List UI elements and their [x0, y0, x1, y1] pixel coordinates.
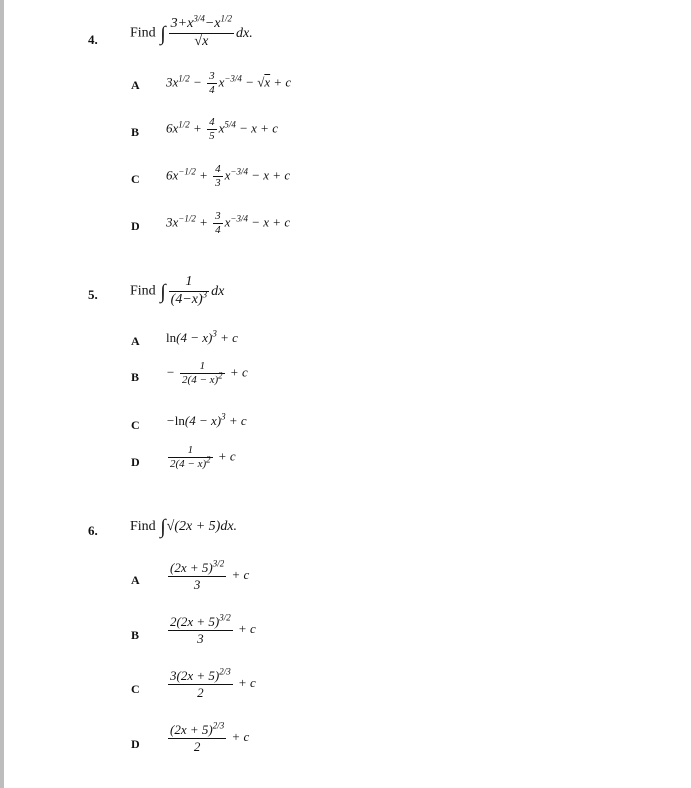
q6-option-d-letter: D [131, 737, 140, 751]
q4-option-a: $3x^{1/2}$ − $\frac{3}{4}$ $x^{-3/4} - √x + c$ [166, 70, 292, 97]
q5-option-a: $\ln(4 - x)^3 + c$ [166, 328, 238, 345]
question-6-expression: ∫√(2x + 5)dx. [160, 516, 238, 538]
q5-option-d-letter: D [131, 455, 140, 469]
q6-option-d: $\frac{(2x + 5)^{2/3}}{2}$ + c [170, 720, 250, 754]
question-5-number: 5. [88, 287, 98, 302]
question-5-prompt: Find ∫ $\frac{1}{(4-x)^3}$ dx [130, 274, 225, 307]
q6-option-a-letter: A [131, 573, 140, 587]
question-4-number: 4. [88, 32, 98, 47]
question-6-number: 6. [88, 523, 98, 538]
q4-option-d-letter: D [131, 219, 140, 233]
q6-option-c-letter: C [131, 682, 140, 696]
left-page-edge [0, 0, 4, 788]
q4-option-d: $3x^{-1/2}$ + $\frac{3}{4}$ $x^{-3/4} - x + c$ [166, 210, 291, 237]
q5-option-d: $\frac{1}{2(4 - x)^2}$ + c [170, 444, 236, 471]
q6-option-b: $\frac{2(2x + 5)^{3/2}}{3}$ + c [170, 612, 256, 646]
q5-option-b-letter: B [131, 370, 140, 384]
q6-option-b-letter: B [131, 628, 140, 642]
q6-option-c: $\frac{3(2x + 5)^{2/3}}{2}$ + c [170, 666, 256, 700]
question-4-prompt: Find ∫ $\frac{3+x^{3/4}-x^{1/2}}{√x}$ dx. [130, 13, 253, 49]
q4-option-c: $6x^{-1/2}$ + $\frac{4}{3}$ $x^{-3/4} - x + c$ [166, 163, 291, 190]
q5-option-c: $-\ln(4 - x)^3 + c$ [166, 411, 247, 428]
q4-option-c-letter: C [131, 172, 140, 186]
q5-option-c-letter: C [131, 418, 140, 432]
q5-option-b: − $\frac{1}{2(4 - x)^2}$ + c [166, 360, 248, 387]
q6-option-a: $\frac{(2x + 5)^{3/2}}{3}$ + c [170, 558, 250, 592]
q4-option-b-letter: B [131, 125, 140, 139]
question-5-expression: ∫ $\frac{1}{(4-x)^3}$ dx [160, 274, 225, 307]
question-6-prompt: Find ∫√(2x + 5)dx. [130, 516, 238, 538]
q5-option-a-letter: A [131, 334, 140, 348]
q4-option-b: $6x^{1/2}$ + $\frac{4}{5}$ $x^{5/4} - x + c$ [166, 116, 278, 143]
question-4-expression: ∫ $\frac{3+x^{3/4}-x^{1/2}}{√x}$ dx. [160, 13, 253, 49]
q4-option-a-letter: A [131, 78, 140, 92]
